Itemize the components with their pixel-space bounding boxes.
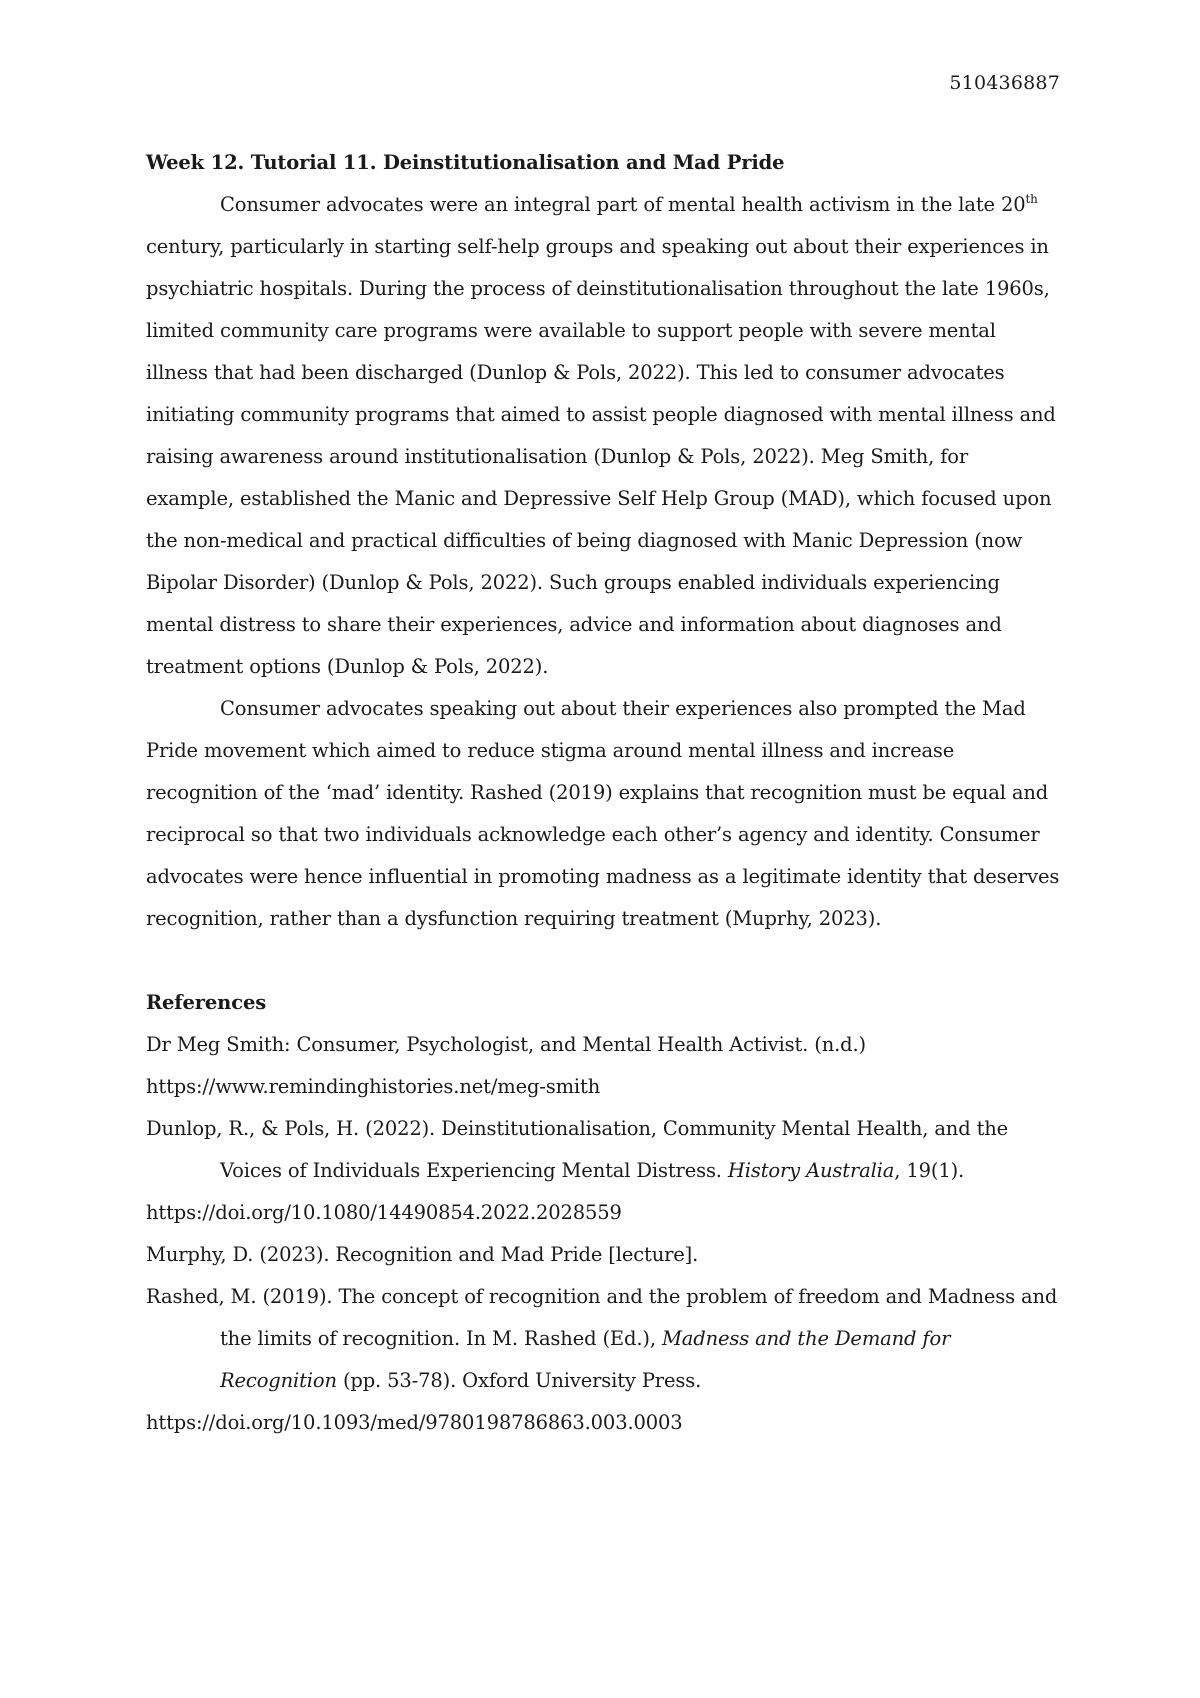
body-paragraph-1: [146, 184, 1060, 688]
paragraph-1-text-b: century, particularly in starting self-help groups and speaking out about their experiences in psychiatric hospitals. During the process of deinstitutionalisation throughout the late 1960s, limited community care programs were available to support people with severe mental illness that had been discharged (Dunlop & Pols, 2022). This led to consumer advocates initiating community programs that aimed to assist people diagnosed with mental illness and raising awareness around institutionalisation (Dunlop & Pols, 2022). Meg Smith, for example, established the Manic and Depressive Self Help Group (MAD), which focused upon the non-medical and practical difficulties of being diagnosed with Manic Depression (now Bipolar Disorder) (Dunlop & Pols, 2022). Such groups enabled individuals experiencing mental distress to share their experiences, advice and information about diagnoses and treatment options (Dunlop & Pols, 2022).: [146, 235, 1056, 678]
reference-dunlop-text: Dunlop, R., & Pols, H. (2022). Deinstitutionalisation, Community Mental Health, and the Voices of Individuals Experiencing Mental Distress.: [146, 1117, 1009, 1182]
page-number: 510436887: [949, 72, 1060, 94]
references-heading: References: [146, 991, 267, 1014]
reference-dunlop: [146, 1108, 1060, 1234]
body-paragraph-2: Consumer advocates speaking out about their experiences also prompted the Mad Pride movement which aimed to reduce stigma around mental illness and increase recognition of the ‘mad’ identity. Rashed (2019) explains that recognition must be equal and reciprocal so that two individuals acknowledge each other’s agency and identity. Consumer advocates were hence influential in promoting madness as a legitimate identity that deserves recognition, rather than a dysfunction requiring treatment (Muprhy, 2023).: [146, 697, 1060, 930]
reference-dunlop-journal: History Australia: [727, 1159, 895, 1182]
reference-rashed-text: Rashed, M. (2019). The concept of recognition and the problem of freedom and Madness and the limits of recognition. In M. Rashed (Ed.),: [146, 1285, 1058, 1350]
reference-smith-url: https://www.remindinghistories.net/meg-smith: [146, 1075, 601, 1098]
document-title: Week 12. Tutorial 11. Deinstitutionalisation and Mad Pride: [146, 151, 785, 174]
reference-rashed-publisher: (pp. 53-78). Oxford University Press.: [336, 1369, 702, 1392]
reference-murphy-text: Murphy, D. (2023). Recognition and Mad Pride [lecture].: [146, 1243, 699, 1266]
reference-dunlop-url: https://doi.org/10.1080/14490854.2022.2028559: [146, 1201, 622, 1224]
reference-smith: [146, 1024, 1060, 1108]
reference-smith-text: Dr Meg Smith: Consumer, Psychologist, and Mental Health Activist. (n.d.): [146, 1033, 867, 1056]
reference-rashed: [146, 1276, 1060, 1444]
document-body: [146, 142, 1060, 1444]
reference-rashed-url: https://doi.org/10.1093/med/9780198786863.003.0003: [146, 1411, 683, 1434]
paragraph-1-text-a: Consumer advocates were an integral part of mental health activism in the late 20: [220, 193, 1026, 216]
superscript-th: th: [1025, 192, 1038, 206]
reference-murphy: [146, 1234, 1060, 1276]
reference-dunlop-volume: , 19(1).: [894, 1159, 965, 1182]
reference-rashed-book-title: Madness and the Demand for Recognition: [220, 1327, 951, 1392]
